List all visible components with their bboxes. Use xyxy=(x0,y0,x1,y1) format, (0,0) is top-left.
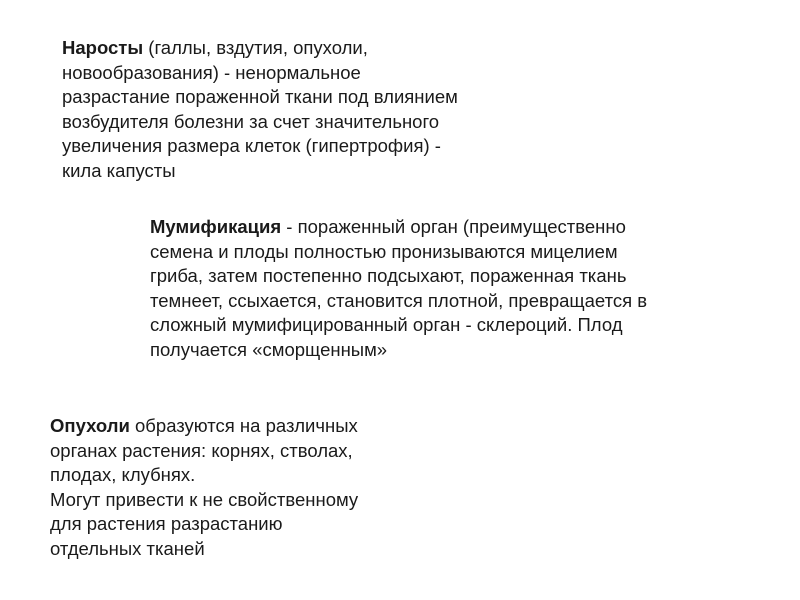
text-segment: - пораженный орган (преимущественно xyxy=(281,216,626,237)
text-block-outgrowths xyxy=(62,36,458,184)
text-line: увеличения размера клеток (гипертрофия) - xyxy=(62,135,441,157)
text-line: возбудителя болезни за счет значительного xyxy=(62,110,440,132)
text-block-tumors xyxy=(50,414,358,562)
text-line: органах растения: корнях, стволах, xyxy=(50,439,353,461)
text-line: сложный мумифицированный орган - склероций. Плод xyxy=(150,314,623,336)
text-line: Могут привести к не свойственному xyxy=(50,488,359,510)
term-tumors: Опухоли xyxy=(50,415,130,436)
text-line: темнеет, ссыхается, становится плотной, превращается в xyxy=(150,289,648,311)
text-line: кила капусты xyxy=(62,159,176,181)
text-block-mummification xyxy=(150,215,647,363)
text-line xyxy=(62,36,458,61)
text-line: для растения разрастанию xyxy=(50,513,283,535)
text-line: получается «сморщенным» xyxy=(150,338,388,360)
text-line xyxy=(150,215,647,240)
text-line: разрастание пораженной ткани под влиянием xyxy=(62,86,458,108)
text-line: гриба, затем постепенно подсыхают, пораженная ткань xyxy=(150,265,627,287)
text-line: семена и плоды полностью пронизываются мицелием xyxy=(150,240,618,262)
term-outgrowths: Наросты xyxy=(62,37,144,58)
text-segment: (галлы, вздутия, опухоли, xyxy=(143,37,368,58)
text-line: плодах, клубнях. xyxy=(50,464,196,486)
text-line xyxy=(50,414,358,439)
term-mummification: Мумификация xyxy=(150,216,282,237)
text-line: отдельных тканей xyxy=(50,537,205,559)
text-segment: образуются на различных xyxy=(129,415,358,436)
text-line: новообразования) - ненормальное xyxy=(62,61,361,83)
